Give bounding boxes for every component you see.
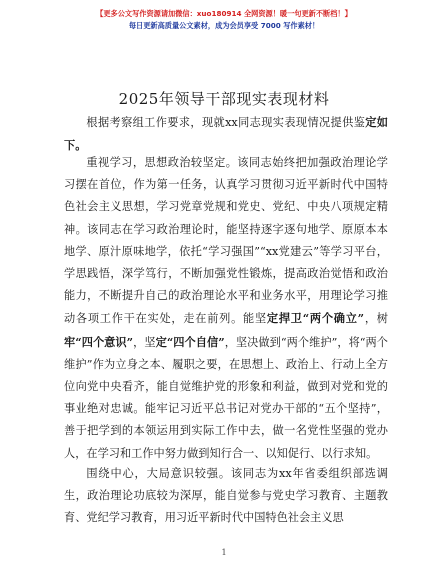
intro-paragraph: [64, 111, 388, 157]
para1-text-2: ，树: [364, 312, 388, 326]
para1-bold-3: 定“四个自信”: [155, 334, 225, 349]
intro-bold-end: 定如下。: [64, 115, 388, 153]
para1-bold-2: 牢“四个意识”: [64, 334, 134, 349]
intro-text: 根据考察组工作要求，现就xx同志现实表现情况提供鉴: [86, 116, 366, 129]
paragraph-center: [64, 463, 388, 530]
top-banner-blue: 每日更新高质量公文素材，成为会员享受 7000 写作素材！: [128, 21, 320, 30]
para1-text-3: ，坚: [133, 335, 156, 349]
paragraph-study: [64, 152, 388, 465]
top-banner-red: 【更多公文写作资源请加微信：xuo180914 全网资源！暖一句更新不断档！】: [96, 9, 352, 18]
document-title: 2025年领导干部现实表现材料: [118, 90, 330, 108]
para1-text-1: 重视学习，思想政治较坚定。该同志始终把加强政治理论学习摆在首位，作为第一任务，认真学习贯彻习近平新时代中国特色社会主义思想，学习党章党规和党史、党纪、中央八项规定精神。该同志在学习政治理论时，能坚持逐字逐句地学、原原本本地学、原汁原味地学，依托“学习强国”“xx党建云”等学习平台，学思践悟，深学笃行，不断加强党性锻炼，提高政治觉悟和政治能力，不断提升自己的政治理论水平和业务水平，用理论学习推动各项工作干在实处，走在前列。能坚: [64, 156, 388, 326]
para1-text-4: ，坚决做到“两个维护”，将“两个维护”作为立身之本、履职之要，在思想上、政治上、行动上全方位向党中央看齐，能自觉维护党的形象和利益，做到对党和党的事业绝对忠诚。能牢记习近平总书记对党办干部的“五个坚持”，善于把学到的本领运用到实际工作中去，做一名党性坚强的党办人，在学习和工作中努力做到知行合一、以知促行、以行求知。: [64, 335, 388, 460]
para2-text: 围绕中心，大局意识较强。该同志为xx年省委组织部选调生，政治理论功底较为深厚，能自觉参与党史学习教育、主题教育、党纪学习教育，用习近平新时代中国特色社会主义思: [64, 467, 388, 525]
para1-bold-1: 定捍卫“两个确立”: [266, 311, 365, 326]
page-number: 1: [221, 548, 227, 557]
